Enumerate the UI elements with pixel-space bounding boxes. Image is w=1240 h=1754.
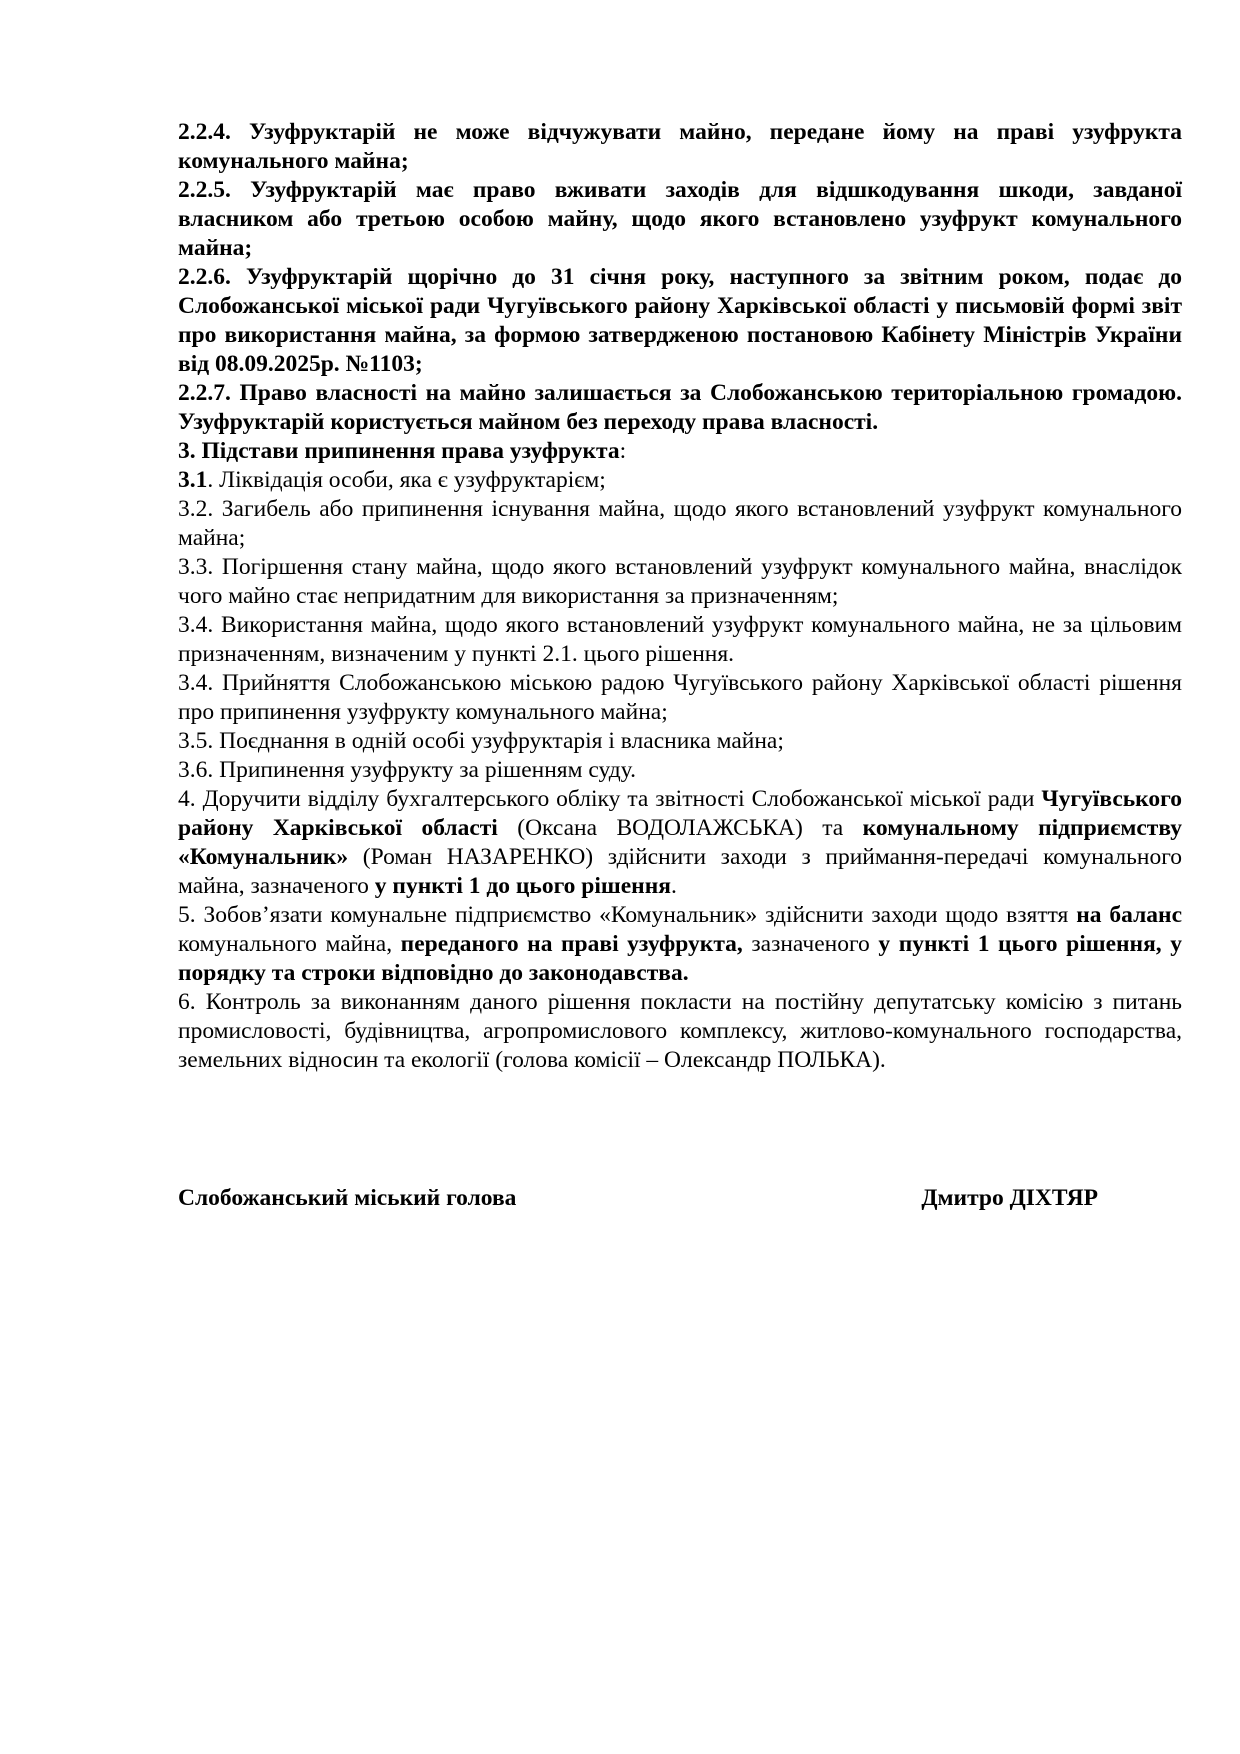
item-4-part-5: (Роман НАЗАРЕНКО) здійснити заходи з приймання-передачі комунального майна, зазначеного [178, 844, 1182, 899]
clause-2-2-5: 2.2.5. Узуфруктарій має право вживати заходів для відшкодування шкоди, завданої власником або третьою особою майну, щодо якого встановлено узуфрукт комунального майна; [178, 177, 1182, 261]
item-4 [178, 785, 1182, 901]
clause-3-4-usage: 3.4. Використання майна, щодо якого встановлений узуфрукт комунального майна, не за цільовим призначенням, визначеним у пункті 2.1. цього рішення. [178, 612, 1182, 667]
item-6: 6. Контроль за виконанням даного рішення покласти на постійну депутатську комісію з питань промисловості, будівництва, агропромислового комплексу, житлово-комунального господарства, земельних відносин та екології (голова комісії – Олександр ПОЛЬКА). [178, 989, 1182, 1073]
clause-3-1-text: . Ліквідація особи, яка є узуфруктарієм; [207, 467, 606, 493]
item-5-part-2: на баланс [1076, 902, 1183, 928]
clause-3-4-decision: 3.4. Прийняття Слобожанською міською радою Чугуївського району Харківської області рішення про припинення узуфрукту комунального майна; [178, 670, 1182, 725]
item-4-part-2: Чугуївського району Харківської області [178, 786, 1182, 841]
item-4-part-1: 4. Доручити відділу бухгалтерського обліку та звітності Слобожанської міської ради [178, 786, 1042, 812]
clause-3-6: 3.6. Припинення узуфрукту за рішенням суду. [178, 757, 636, 783]
item-4-part-3: (Оксана ВОДОЛАЖСЬКА) та [497, 815, 863, 841]
signature-name: Дмитро ДІХТЯР [921, 1185, 1098, 1211]
clause-3-1-number: 3.1 [178, 467, 208, 493]
item-5-part-6: у пункті 1 цього рішення, у порядку та строки відповідно до законодавства. [178, 931, 1182, 986]
item-5-part-4: переданого на праві узуфрукта, [400, 931, 743, 957]
signature-title: Слобожанський міський голова [178, 1185, 517, 1211]
clause-3-2: 3.2. Загибель або припинення існування майна, щодо якого встановлений узуфрукт комунального майна; [178, 496, 1182, 551]
clause-2-2-7: 2.2.7. Право власності на майно залишається за Слобожанською територіальною громадою. Узуфруктарій користується майном без переходу права власності. [178, 380, 1182, 435]
item-5-part-3: комунального майна, [178, 931, 401, 957]
section-3-heading-text: 3. Підстави припинення права узуфрукта [178, 438, 620, 464]
clause-3-3: 3.3. Погіршення стану майна, щодо якого встановлений узуфрукт комунального майна, внаслідок чого майно стає непридатним для використання за призначенням; [178, 554, 1182, 609]
item-5-part-1: 5. Зобов’язати комунальне підприємство «Комунальник» здійснити заходи щодо взяття [178, 902, 1077, 928]
item-4-part-6: у пункті 1 до цього рішення [374, 873, 671, 899]
clause-2-2-6: 2.2.6. Узуфруктарій щорічно до 31 січня року, наступного за звітним роком, подає до Слобожанської міської ради Чугуївського району Харківської області у письмовій формі звіт про використання майна, за формою затвердженою постановою Кабінету Міністрів України від 08.09.2025р. №1103; [178, 264, 1182, 377]
section-3-heading-colon: : [619, 438, 627, 464]
clause-3-5: 3.5. Поєднання в одній особі узуфруктарія і власника майна; [178, 728, 784, 754]
section-3-heading [178, 437, 1182, 466]
item-5 [178, 901, 1182, 988]
clause-3-1 [178, 466, 1182, 495]
item-4-part-4: комунальному підприємству «Комунальник» [178, 815, 1182, 870]
item-4-part-7: . [670, 873, 677, 899]
document-body [178, 118, 1182, 1075]
item-5-part-5: зазначеного [742, 931, 879, 957]
clause-2-2-4: 2.2.4. Узуфруктарій не може відчужувати майно, передане йому на праві узуфрукта комунального майна; [178, 119, 1182, 174]
